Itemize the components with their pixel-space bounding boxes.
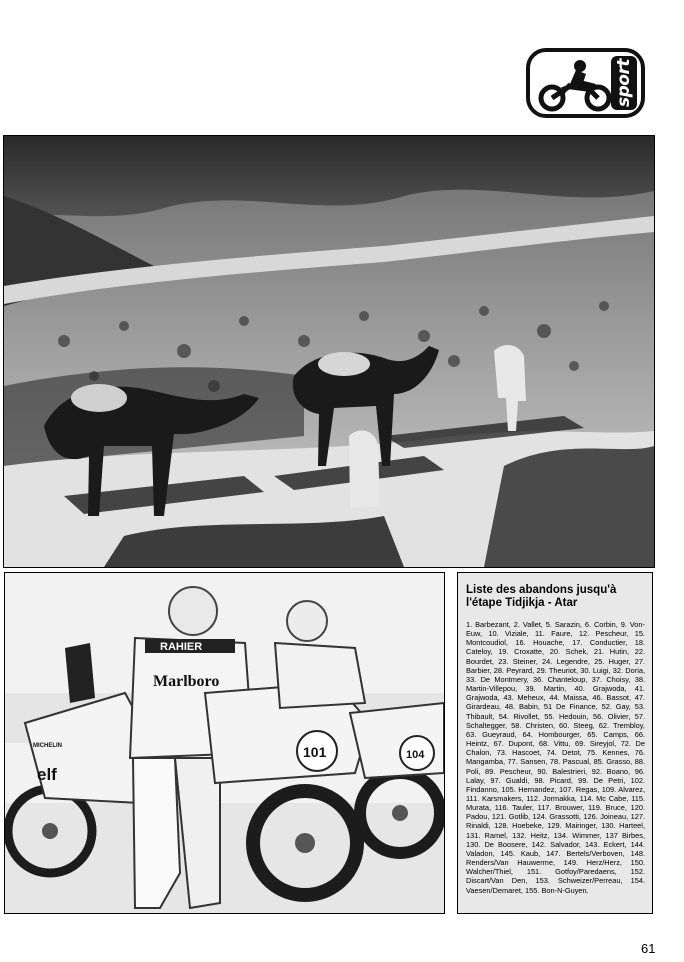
desert-camel-caravan-photo [3, 135, 655, 568]
page-number: 61 [641, 941, 656, 956]
abandon-list-box [457, 572, 653, 914]
plate-number-center: 101 [303, 744, 327, 760]
motorcycle-rider-icon [536, 58, 616, 114]
tire-brand-text: MICHELIN [33, 743, 62, 749]
sport-section-logo [526, 48, 645, 118]
fairing-sponsor-text: elf [37, 765, 57, 784]
sport-logo-word: sport [611, 56, 637, 110]
abandon-list-body: 1. Barbezant, 2. Vallet, 5. Sarazin, 6. Corbin, 9. Von-Euw, 10. Viziale, 11. Faure, 12. Pescheur, 15. Montcoudiol, 16. Houache, 17. Conductier, 18. Cateloy, 19. Croxatte, 20. Schek, 21. Hutin, 22. Bourdet, 23. Steiner, 24. Legendre, 25. Huger, 27. Barbier, 28. Peyrard, 29. Theuriot, 30. Luigi, 32. Doria, 33. De Montmery, 36. Chanteloup, 37. Choisy, 38. Martin-Villepou, 39. Martin, 40. Grajwoda, 41. Grajwoda, 43. Meheux, 44. Maissa, 46. Bassot, 47. Girardeau, 48. Babin, 51 De Finance, 52. Gay, 53. Thibault, 54. Rivollet, 55. Hedouin, 56. Olivier, 57. Schaltegger, 58. Christen, 60. Steeg, 62. Trembloy, 63. Gueyraud, 64. Hombourger, 65. Camps, 66. Heintz, 67. Dupont, 68. Vittu, 69. Sireyjol, 72. De Chalon, 73. Hascoet, 74. Detot, 75. Kennes, 76. Mangamba, 77. Sansen, 78. Pascual, 85. Grasso, 88. Poli, 89. Pescheur, 90. Balestrieri, 92. Boano, 96. Lalay, 97. Gualdi, 98. Picard, 99. De Petri, 102. Findanno, 105. Hernandez, 107. Regas, 109. Alvarez, 111. Karsmakers, 112. Jormakka, 114. Mc Cabe, 115. Murata, 116. Tauler, 117. Brouwer, 119. Bruce, 120. Padou, 121. Gotlib, 124. Grassotti, 126. Joineau, 127. Rinaldi, 128. Hoebeke, 129. Mairinger, 130. Harteel, 131. Ramel, 132. Heitz, 134. Wimmer, 137 Birbes, 130. De Boosere, 142. Salvador, 143. Eckert, 144. Valadon, 145. Kaub, 147. Bertels/Verboven, 148. Renders/Van Hauwerme, 149. Herz/Herz, 150. Walcher/Thiel, 151. Gotfoy/Paredaens, 152. Discart/Van Den, 153. Schweizer/Perreau, 154. Vaesen/Demaret, 155. Bon-N-Guyen. [466, 620, 645, 895]
rider-name-text: RAHIER [160, 641, 203, 653]
jacket-sponsor-text: Marlboro [153, 673, 220, 690]
plate-number-right: 104 [406, 749, 425, 761]
rally-motorcycles-photo [4, 572, 445, 914]
abandon-list-title: Liste des abandons jusqu'à l'étape Tidjikja - Atar [466, 584, 617, 609]
